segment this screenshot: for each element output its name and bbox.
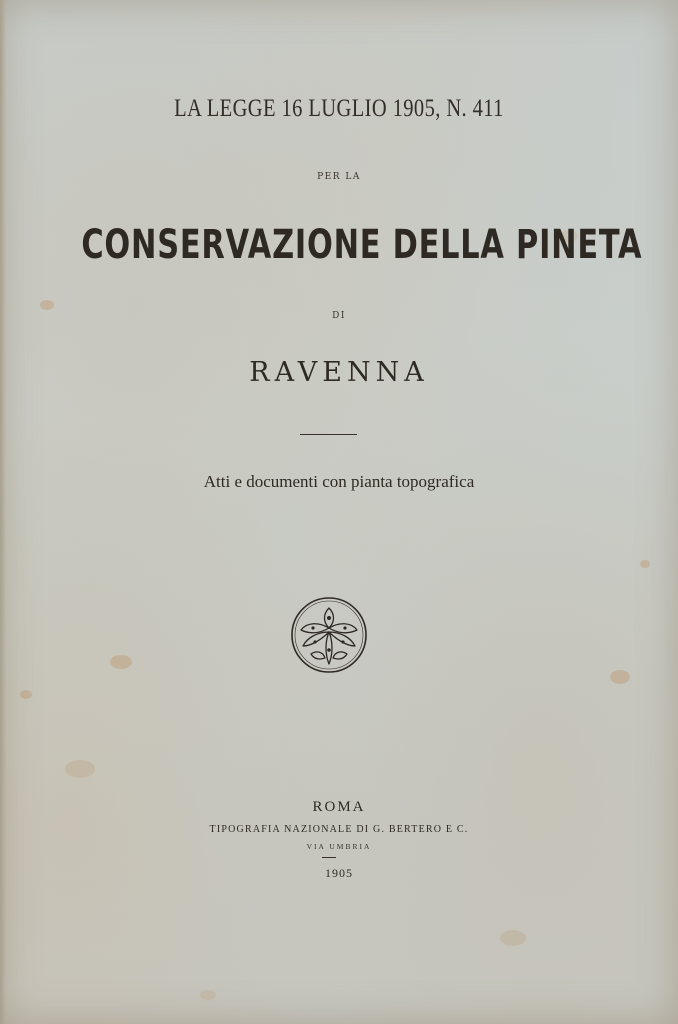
- foxing-spot: [200, 990, 216, 1000]
- foxing-spot: [640, 560, 650, 568]
- foxing-spot: [65, 760, 95, 778]
- connector-di: DI: [332, 311, 346, 321]
- law-title: LA LEGGE 16 LUGLIO 1905, N. 411: [174, 95, 504, 122]
- imprint-place: ROMA: [312, 799, 366, 815]
- foxing-spot: [500, 930, 526, 946]
- foxing-spot: [40, 300, 54, 310]
- city-title: RAVENNA: [249, 357, 429, 388]
- imprint-year: 1905: [325, 866, 353, 880]
- foxing-spot: [20, 690, 32, 699]
- foxing-spot: [110, 655, 132, 669]
- imprint-printer: TIPOGRAFIA NAZIONALE DI G. BERTERO E C.: [209, 824, 469, 835]
- main-title: CONSERVAZIONE DELLA PINETA: [81, 222, 643, 268]
- foxing-spot: [610, 670, 630, 684]
- connector-per-la: PER LA: [317, 172, 361, 182]
- printer-mark-emblem-icon: [289, 596, 369, 674]
- divider-rule: [300, 434, 357, 435]
- subtitle: Atti e documenti con pianta topografica: [203, 472, 475, 491]
- imprint-rule: [322, 857, 336, 858]
- imprint-street: VIA UMBRIA: [306, 842, 372, 851]
